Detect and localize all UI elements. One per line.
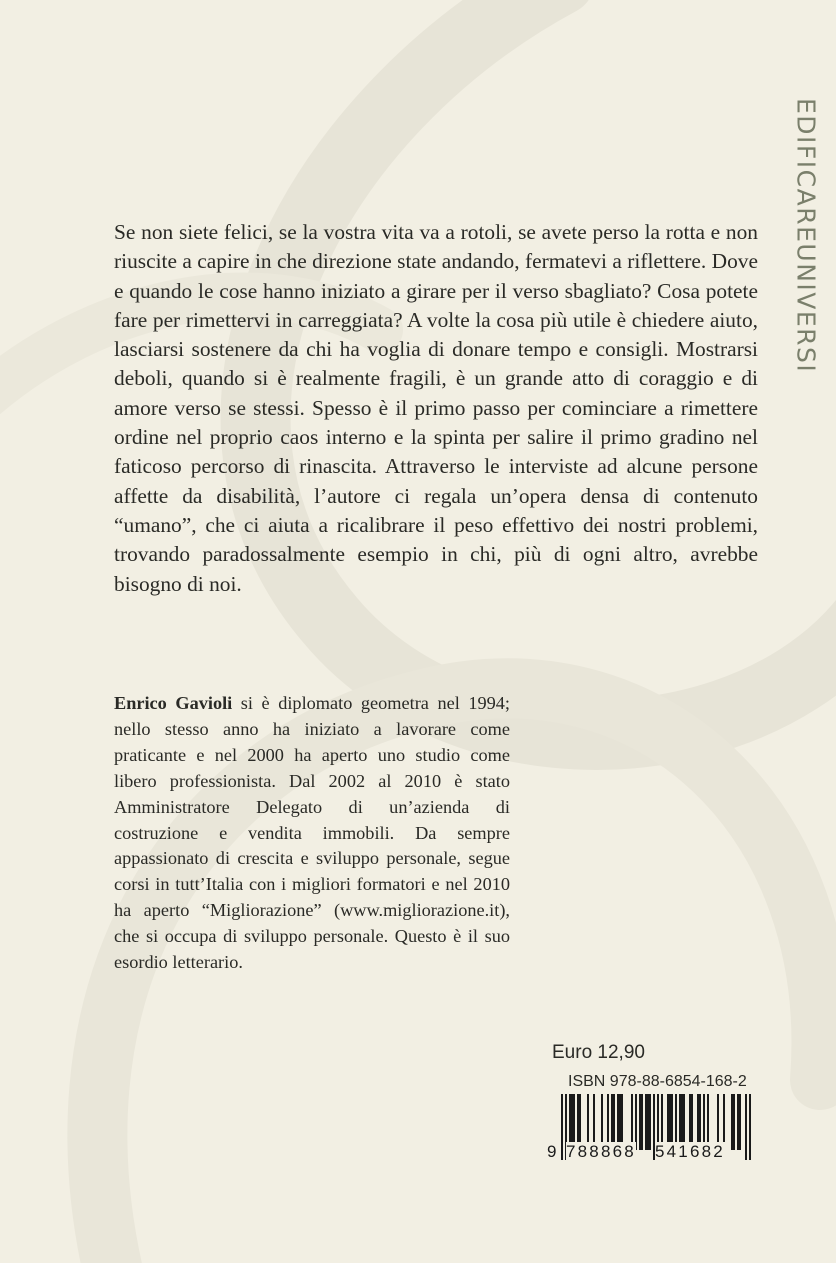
author-name: Enrico Gavioli [114, 693, 233, 713]
barcode-bar [647, 1094, 649, 1150]
author-bio-text: si è diplomato geometra nel 1994; nello stesso anno ha iniziato a lavorare come praticante e nel 2000 ha aperto uno studio come libero professionista. Dal 2002 al 2010 è stato Amministratore Delegato di un’azienda di costruzione e vendita immobili. Da sempre appassionato di crescita e sviluppo personale, segue corsi in tutt’Italia con i migliori formatori e nel 2010 ha aperto “Migliorazione” (www.migliorazione.it), che si occupa di sviluppo personale. Questo è il suo esordio letterario. [114, 693, 510, 973]
author-bio [114, 691, 510, 976]
barcode-left-digits: 788868 [566, 1142, 636, 1161]
barcode-bar [739, 1094, 741, 1150]
barcode-lead-digit: 9 [547, 1142, 557, 1161]
isbn-label: ISBN 978-88-6854-168-2 [568, 1073, 747, 1090]
barcode-bar [649, 1094, 651, 1150]
barcode-bar [561, 1094, 563, 1160]
barcode-bar [639, 1094, 641, 1150]
barcode-right-digits: 541682 [655, 1142, 725, 1161]
price-label: Euro 12,90 [552, 1042, 645, 1063]
barcode-bar [645, 1094, 647, 1150]
back-cover-blurb: Se non siete felici, se la vostra vita va a rotoli, se avete perso la rotta e non riuscite a capire in che direzione state andando, fermatevi a riflettere. Dove e quando le cose hanno iniziato a girare per il verso sbagliato? Cosa potete fare per rimettervi in carreggiata? A volte la cosa più utile è chiedere aiuto, lasciarsi sostenere da chi ha voglia di donare tempo e consigli. Mostrarsi deboli, quando si è realmente fragili, è un grande atto di coraggio e di amore verso se stessi. Spesso è il primo passo per cominciare a rimettere ordine nel proprio caos interno e la spinta per salire il primo gradino nel faticoso percorso di rinascita. Attraverso le interviste ad alcune persone affette da disabilità, l’autore ci regala un’opera densa di contenuto “umano”, che ci aiuta a ricalibrare il peso effettivo dei nostri problemi, trovando paradossalmente esempio in chi, più di ogni altro, avrebbe bisogno di noi. [114, 220, 758, 596]
barcode-bar [749, 1094, 751, 1160]
series-spine-label [776, 98, 836, 374]
barcode-bar [737, 1094, 739, 1150]
barcode-bar [731, 1094, 733, 1150]
barcode-bar [641, 1094, 643, 1150]
barcode-bar [745, 1094, 747, 1160]
series-name: EDIFICAREUNIVERSI [791, 98, 821, 374]
barcode [547, 1094, 757, 1164]
barcode-bar [733, 1094, 735, 1150]
